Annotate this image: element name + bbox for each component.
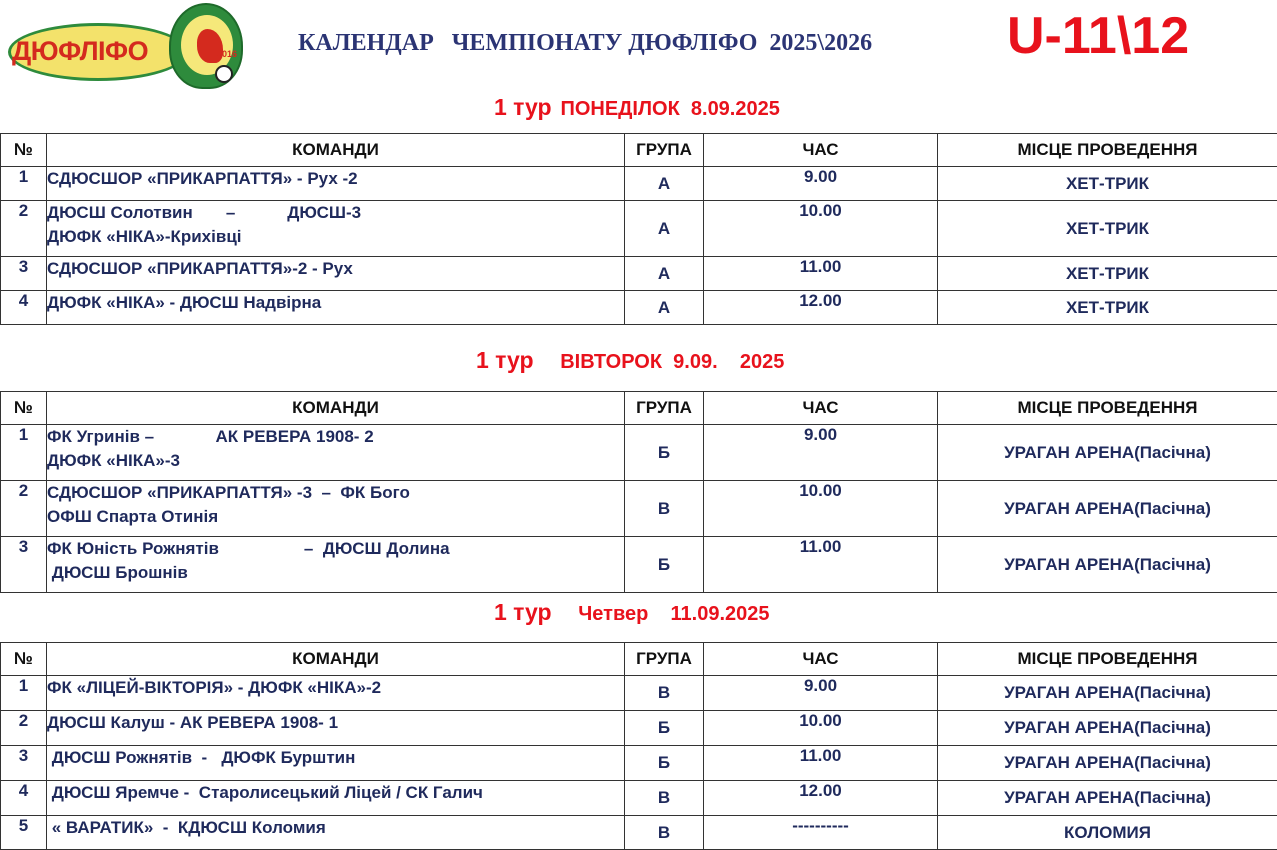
- match-teams: ДЮФК «НІКА» - ДЮСШ Надвірна: [47, 291, 625, 325]
- logo-text: ДЮФЛІФО: [12, 36, 149, 66]
- table-row: [1, 481, 1277, 537]
- match-venue: УРАГАН АРЕНА(Пасічна): [938, 676, 1277, 711]
- section-heading-monday: [494, 94, 780, 121]
- match-venue: УРАГАН АРЕНА(Пасічна): [938, 746, 1277, 781]
- schedule-table-thursday: [0, 642, 1277, 850]
- match-time: 11.00: [704, 537, 938, 593]
- match-teams: СДЮСШОР «ПРИКАРПАТТЯ»-2 - Рух: [47, 257, 625, 291]
- table-header-row: [1, 392, 1277, 425]
- match-time: 12.00: [704, 291, 938, 325]
- day-date-label: Четвер 11.09.2025: [578, 603, 770, 625]
- match-teams: СДЮСШОР «ПРИКАРПАТТЯ» -3 – ФК Бого ОФШ Спарта Отинія: [47, 481, 625, 537]
- league-logo: [6, 3, 241, 89]
- match-group: Б: [625, 537, 704, 593]
- match-number: 1: [1, 167, 47, 201]
- match-time: 10.00: [704, 201, 938, 257]
- match-time: ----------: [704, 816, 938, 850]
- match-teams: ФК Угринів – АК РЕВЕРА 1908- 2 ДЮФК «НІКА»-3: [47, 425, 625, 481]
- table-row: [1, 167, 1277, 201]
- match-number: 2: [1, 201, 47, 257]
- col-header-group: ГРУПА: [625, 392, 704, 425]
- match-number: 2: [1, 481, 47, 537]
- col-header-venue: МІСЦЕ ПРОВЕДЕННЯ: [938, 392, 1277, 425]
- table-row: [1, 676, 1277, 711]
- table-row: [1, 746, 1277, 781]
- tour-label: 1 тур: [494, 599, 552, 625]
- schedule-table-tuesday: [0, 391, 1277, 593]
- col-header-num: №: [1, 392, 47, 425]
- match-group: Б: [625, 425, 704, 481]
- match-number: 3: [1, 746, 47, 781]
- page-title: КАЛЕНДАР ЧЕМПІОНАТУ ДЮФЛІФО 2025\2026: [298, 30, 873, 56]
- match-venue: ХЕТ-ТРИК: [938, 257, 1277, 291]
- match-teams: ФК «ЛІЦЕЙ-ВІКТОРІЯ» - ДЮФК «НІКА»-2: [47, 676, 625, 711]
- match-teams: ДЮСШ Солотвин – ДЮСШ-3 ДЮФК «НІКА»-Крихівці: [47, 201, 625, 257]
- match-teams: СДЮСШОР «ПРИКАРПАТТЯ» - Рух -2: [47, 167, 625, 201]
- match-venue: УРАГАН АРЕНА(Пасічна): [938, 425, 1277, 481]
- match-time: 11.00: [704, 746, 938, 781]
- table-row: [1, 816, 1277, 850]
- match-group: В: [625, 676, 704, 711]
- match-venue: КОЛОМИЯ: [938, 816, 1277, 850]
- age-group-label: U-11\12: [1007, 7, 1190, 65]
- col-header-group: ГРУПА: [625, 134, 704, 167]
- match-group: А: [625, 257, 704, 291]
- col-header-time: ЧАС: [704, 134, 938, 167]
- match-venue: УРАГАН АРЕНА(Пасічна): [938, 481, 1277, 537]
- match-group: Б: [625, 746, 704, 781]
- match-teams: « ВАРАТИК» - КДЮСШ Коломия: [47, 816, 625, 850]
- tour-label: 1 тур: [494, 94, 552, 120]
- match-group: В: [625, 481, 704, 537]
- match-venue: ХЕТ-ТРИК: [938, 291, 1277, 325]
- col-header-venue: МІСЦЕ ПРОВЕДЕННЯ: [938, 643, 1277, 676]
- match-teams: ДЮСШ Калуш - АК РЕВЕРА 1908- 1: [47, 711, 625, 746]
- table-row: [1, 781, 1277, 816]
- match-number: 2: [1, 711, 47, 746]
- match-venue: УРАГАН АРЕНА(Пасічна): [938, 781, 1277, 816]
- table-row: [1, 291, 1277, 325]
- col-header-time: ЧАС: [704, 392, 938, 425]
- logo-emblem-inner: [181, 15, 238, 75]
- match-time: 9.00: [704, 425, 938, 481]
- match-group: А: [625, 167, 704, 201]
- match-number: 5: [1, 816, 47, 850]
- day-date-label: ВІВТОРОК 9.09. 2025: [560, 351, 785, 373]
- match-group: Б: [625, 711, 704, 746]
- match-number: 1: [1, 676, 47, 711]
- match-group: В: [625, 816, 704, 850]
- match-number: 1: [1, 425, 47, 481]
- col-header-num: №: [1, 643, 47, 676]
- match-number: 4: [1, 781, 47, 816]
- col-header-teams: КОМАНДИ: [47, 134, 625, 167]
- match-group: А: [625, 291, 704, 325]
- match-time: 12.00: [704, 781, 938, 816]
- match-time: 10.00: [704, 711, 938, 746]
- football-icon: [215, 65, 233, 83]
- match-group: В: [625, 781, 704, 816]
- table-header-row: [1, 643, 1277, 676]
- table-row: [1, 537, 1277, 593]
- col-header-time: ЧАС: [704, 643, 938, 676]
- match-number: 3: [1, 537, 47, 593]
- match-group: А: [625, 201, 704, 257]
- col-header-teams: КОМАНДИ: [47, 643, 625, 676]
- match-venue: ХЕТ-ТРИК: [938, 167, 1277, 201]
- match-time: 10.00: [704, 481, 938, 537]
- match-time: 11.00: [704, 257, 938, 291]
- match-venue: ХЕТ-ТРИК: [938, 201, 1277, 257]
- col-header-group: ГРУПА: [625, 643, 704, 676]
- section-heading-tuesday: [476, 347, 784, 374]
- section-heading-thursday: [494, 599, 770, 626]
- logo-year: 2016: [217, 49, 238, 59]
- col-header-num: №: [1, 134, 47, 167]
- match-number: 4: [1, 291, 47, 325]
- match-teams: ДЮСШ Рожнятів - ДЮФК Бурштин: [47, 746, 625, 781]
- tour-label: 1 тур: [476, 347, 534, 373]
- match-time: 9.00: [704, 676, 938, 711]
- table-row: [1, 257, 1277, 291]
- table-row: [1, 201, 1277, 257]
- match-number: 3: [1, 257, 47, 291]
- match-teams: ФК Юність Рожнятів – ДЮСШ Долина ДЮСШ Брошнів: [47, 537, 625, 593]
- schedule-table-monday: [0, 133, 1277, 325]
- col-header-teams: КОМАНДИ: [47, 392, 625, 425]
- day-date-label: ПОНЕДІЛОК 8.09.2025: [560, 98, 780, 120]
- match-venue: УРАГАН АРЕНА(Пасічна): [938, 711, 1277, 746]
- match-time: 9.00: [704, 167, 938, 201]
- table-row: [1, 711, 1277, 746]
- match-teams: ДЮСШ Яремче - Старолисецький Ліцей / СК Галич: [47, 781, 625, 816]
- match-venue: УРАГАН АРЕНА(Пасічна): [938, 537, 1277, 593]
- col-header-venue: МІСЦЕ ПРОВЕДЕННЯ: [938, 134, 1277, 167]
- table-header-row: [1, 134, 1277, 167]
- table-row: [1, 425, 1277, 481]
- logo-emblem-icon: [169, 3, 243, 89]
